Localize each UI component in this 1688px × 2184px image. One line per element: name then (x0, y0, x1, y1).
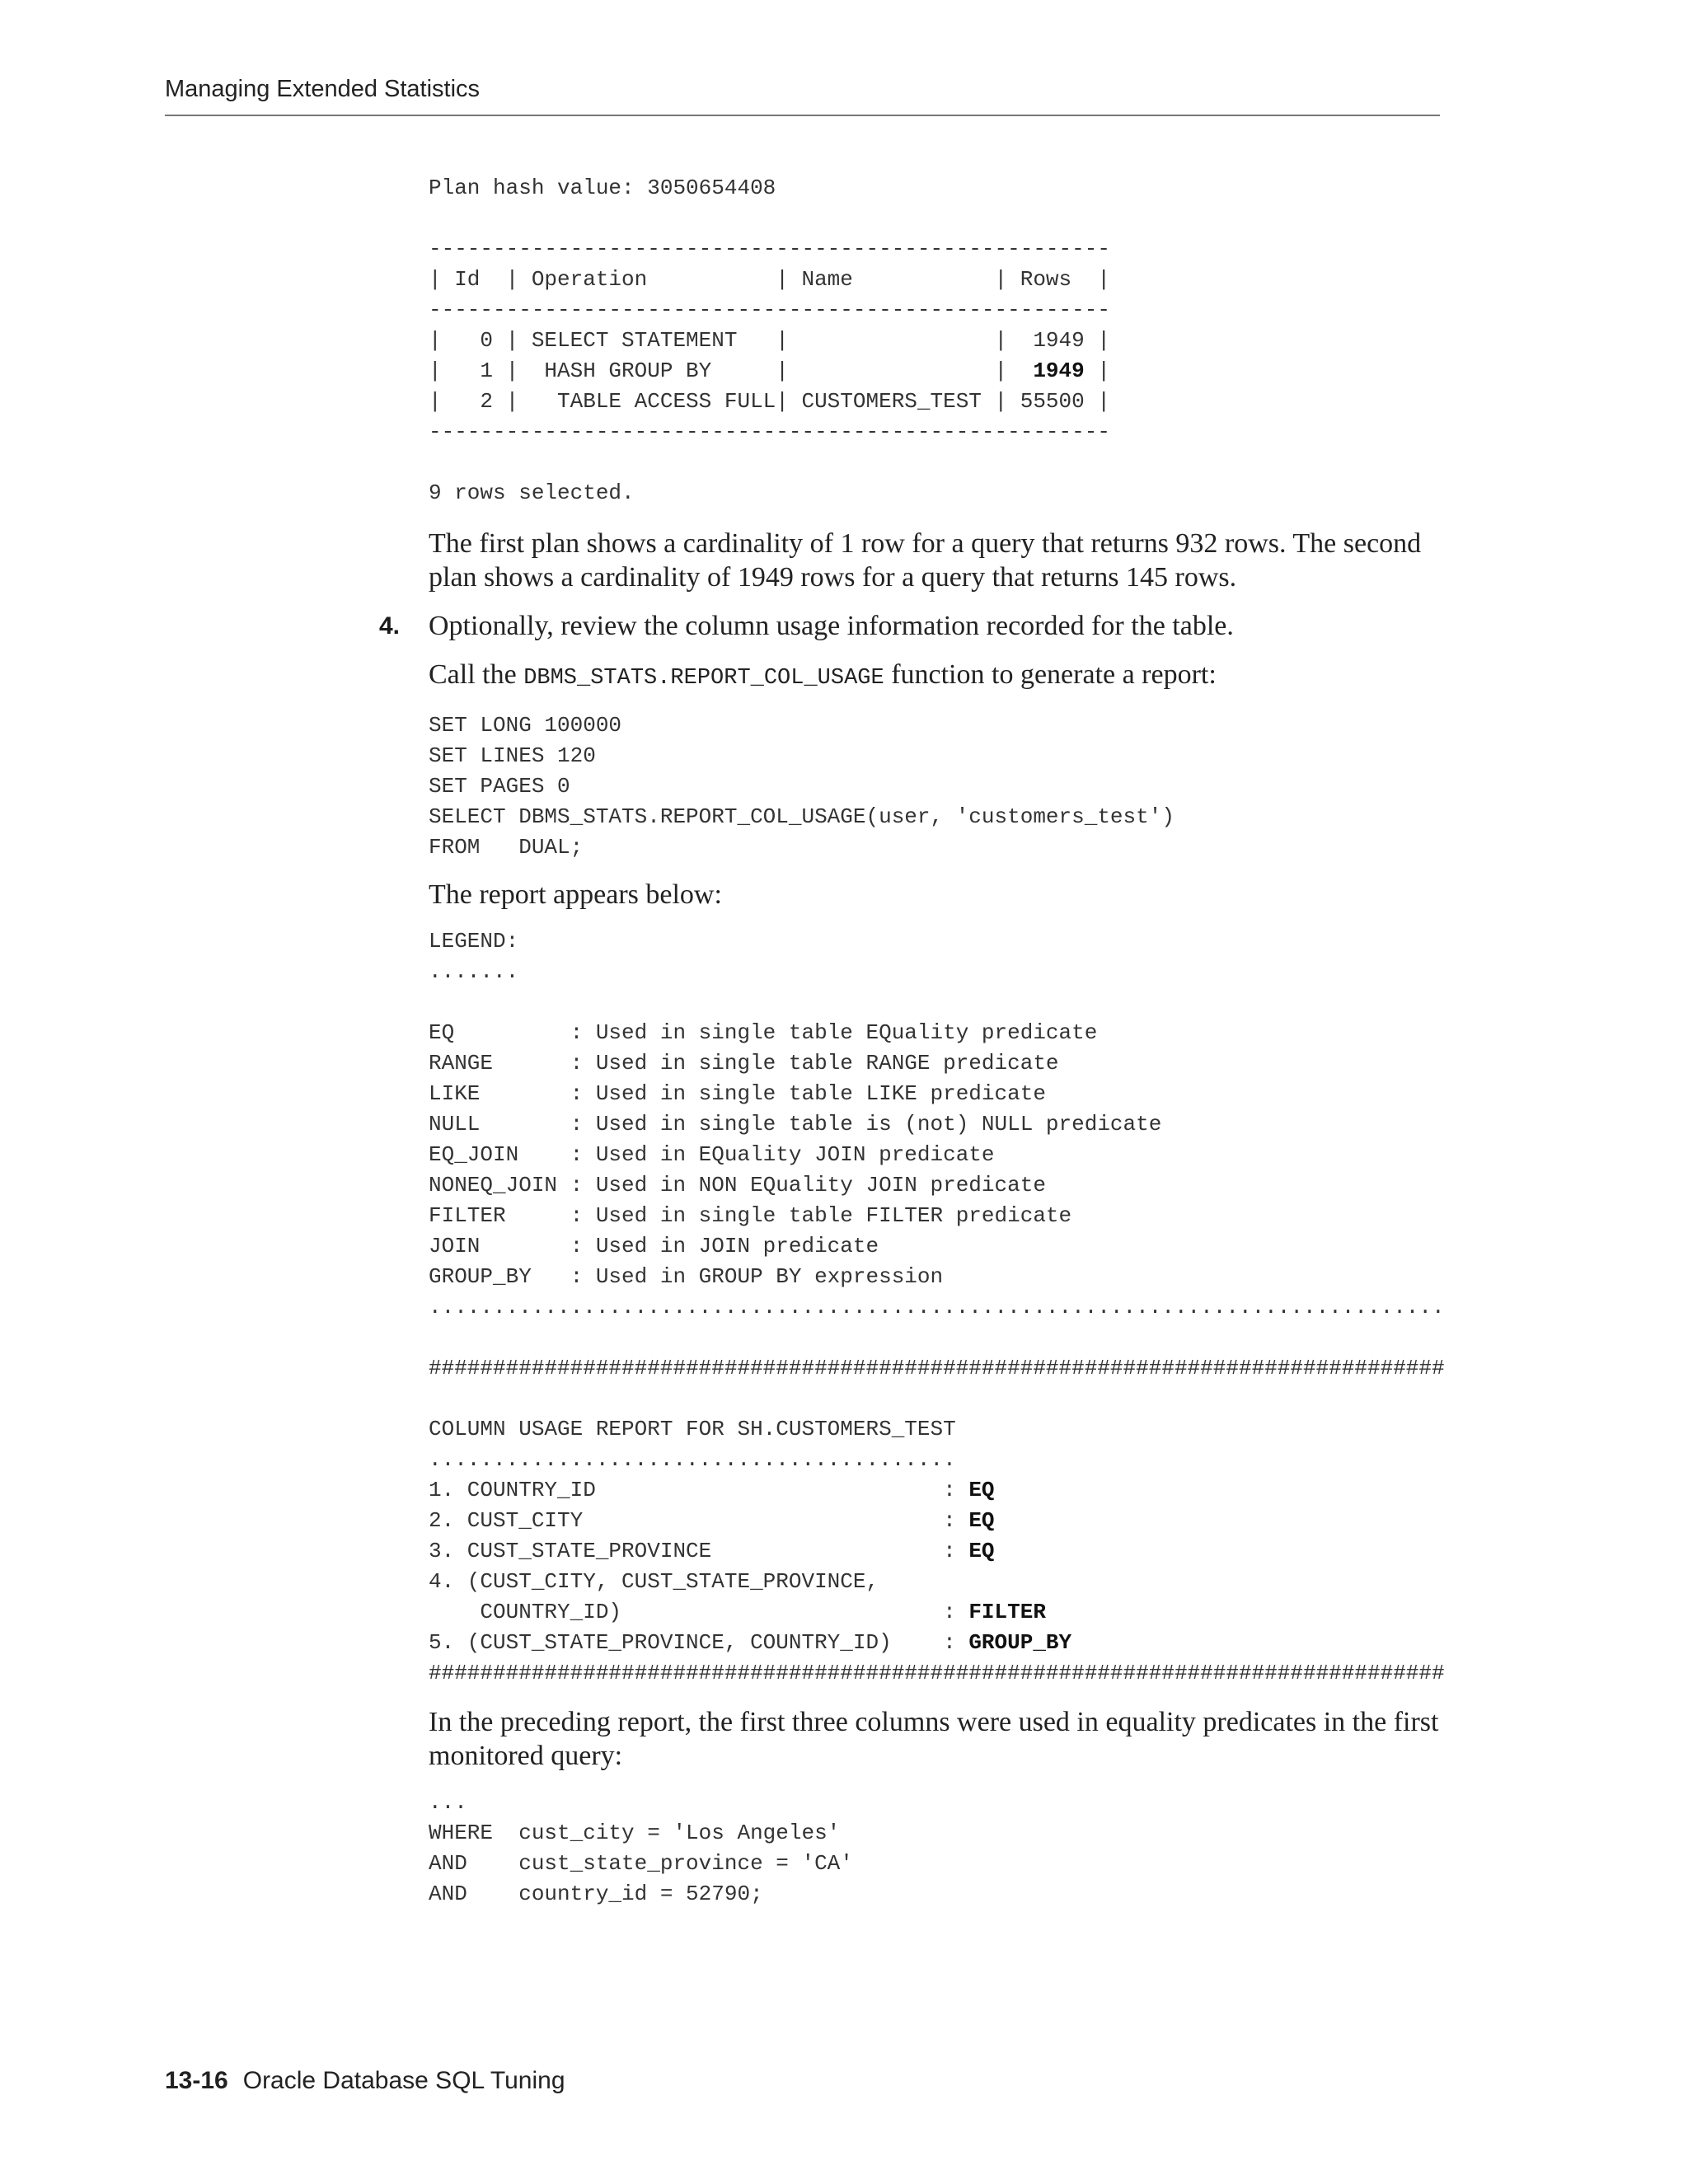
page-number: 13-16 (165, 2067, 228, 2094)
column-usage-column: 5. (CUST_STATE_PROVINCE, COUNTRY_ID) : (429, 1630, 969, 1655)
plan-row-cells: | 0 | SELECT STATEMENT | | (429, 328, 1034, 353)
running-header: Managing Extended Statistics (165, 76, 481, 102)
call-instruction (429, 658, 1451, 696)
sql-code-block: SET LONG 100000 SET LINES 120 SET PAGES 0 SELECT DBMS_STATS.REPORT_COL_USAGE(user, 'customers_test') FROM DUAL; (429, 713, 1175, 860)
plan-table-separator-top: ----------------------------------------------------- (429, 237, 1110, 261)
plan-row-end: | (1084, 328, 1110, 353)
column-usage-column: 4. (CUST_CITY, CUST_STATE_PROVINCE, (429, 1569, 879, 1594)
plan-row-end: | (1084, 359, 1110, 383)
header-rule (165, 115, 1440, 116)
preceding-report-paragraph: In the preceding report, the first three columns were used in equality predicates in the first monitored query: (429, 1707, 1439, 1771)
column-usage-row (429, 1628, 1451, 1658)
call-suffix: function to generate a report: (884, 659, 1217, 690)
column-usage-column: 3. CUST_STATE_PROVINCE : (429, 1539, 969, 1563)
column-usage-row (429, 1475, 1451, 1506)
plan-table-separator-mid: ----------------------------------------------------- (429, 298, 1110, 322)
column-usage-column: 1. COUNTRY_ID : (429, 1478, 969, 1502)
plan-table-row (429, 326, 1451, 356)
plan-row-cells: | 1 | HASH GROUP BY | | (429, 359, 1034, 383)
step-4-text: Optionally, review the column usage information recorded for the table. (429, 611, 1234, 641)
page-content (379, 173, 1451, 1910)
plan-row-cells: | 2 | TABLE ACCESS FULL| CUSTOMERS_TEST | (429, 389, 1020, 414)
column-usage-type: EQ (968, 1508, 995, 1533)
plan-row-rows-value: 55500 (1020, 389, 1085, 414)
column-usage-column: COUNTRY_ID) : (429, 1600, 969, 1624)
column-usage-row (429, 1567, 1451, 1597)
plan-table-rows (429, 326, 1451, 417)
column-usage-type: EQ (968, 1478, 995, 1502)
plan-table-row (429, 356, 1451, 387)
column-usage-row (429, 1597, 1451, 1628)
plan-table-header: | Id | Operation | Name | Rows | (429, 267, 1110, 292)
plan-row-rows-value: 1949 (1033, 328, 1085, 353)
column-usage-row (429, 1536, 1451, 1567)
report-end-hash-line: ############################################################################### (429, 1661, 1445, 1685)
call-function-name: DBMS_STATS.REPORT_COL_USAGE (523, 666, 884, 691)
page-footer (165, 2067, 565, 2095)
rows-selected: 9 rows selected. (429, 480, 635, 505)
plan-row-end: | (1084, 389, 1110, 414)
call-prefix: Call the (429, 659, 524, 690)
column-usage-type: GROUP_BY (968, 1630, 1072, 1655)
plan-table-row (429, 387, 1451, 417)
column-usage-row (429, 1506, 1451, 1536)
book-title: Oracle Database SQL Tuning (242, 2067, 565, 2094)
query-code-block: ... WHERE cust_city = 'Los Angeles' AND cust_state_province = 'CA' AND country_id = 52790; (429, 1790, 853, 1906)
report-legend: LEGEND: ....... EQ : Used in single table EQuality predicate RANGE : Used in single table RANGE predicate LIKE : Used in single table LIKE predicate NULL : Used in single table is (not) NULL predicate EQ_JOIN : Used in EQuality JOIN predicate NONEQ_JOIN : Used in NON EQuality JOIN predicate FILTER : Used in single table FILTER predicate JOIN : Used in JOIN predicate GROUP_BY : Used in GROUP BY expression ............................................................................... ############################################################################### COLUMN USAGE REPORT FOR SH.CUSTOMERS_TEST ......................................... (429, 929, 1445, 1472)
step-4 (379, 609, 1451, 643)
plan-row-rows-value: 1949 (1033, 359, 1085, 383)
plan-hash-value: Plan hash value: 3050654408 (429, 176, 776, 200)
report-intro: The report appears below: (429, 879, 722, 910)
plan-table-separator-bottom: ----------------------------------------------------- (429, 419, 1110, 444)
cardinality-paragraph: The first plan shows a cardinality of 1 row for a query that returns 932 rows. The second plan shows a cardinality of 1949 rows for a query that returns 145 rows. (429, 528, 1422, 593)
step-number: 4. (379, 612, 401, 640)
column-usage-column: 2. CUST_CITY : (429, 1508, 969, 1533)
column-usage-list (429, 1475, 1451, 1658)
column-usage-type: EQ (968, 1539, 995, 1563)
column-usage-type: FILTER (968, 1600, 1046, 1624)
